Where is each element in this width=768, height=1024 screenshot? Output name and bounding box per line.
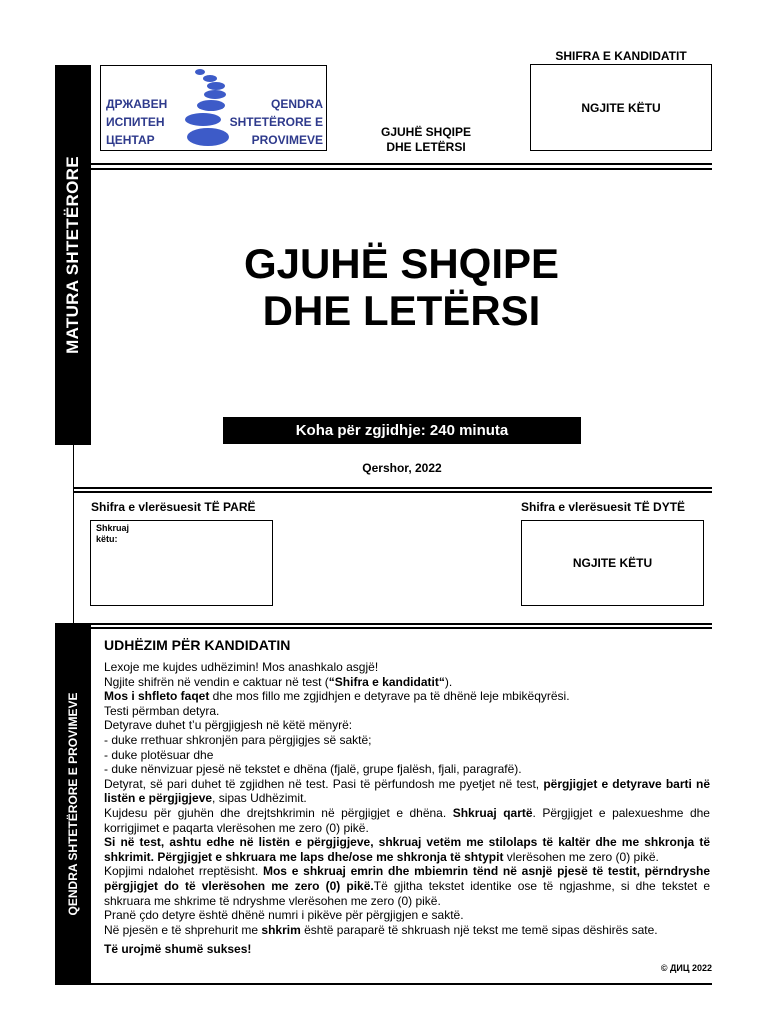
logo-dot [185, 113, 221, 126]
header-rule [91, 168, 712, 170]
instruction-line: - duke plotësuar dhe [104, 747, 214, 762]
second-box-text: NGJITE KËTU [572, 556, 653, 570]
time-bar: Koha për zgjidhje: 240 minuta [223, 417, 581, 444]
instruction-line: Testi përmban detyra. [104, 703, 220, 718]
instruction-line: Detyrat, së pari duhet të zgjidhen në test. Pasi të përfundosh me pyetjet në test, përgjigjet e detyrave barti në listën e përgjigjeve, sipas Udhëzimit. [104, 776, 711, 806]
logo-right-line: PROVIMEVE [251, 133, 323, 147]
logo-dot [187, 128, 229, 146]
instruction-line: - duke nënvizuar pjesë në tekstet e dhëna (fjalë, grupe fjalësh, fjali, paragrafë). [104, 762, 522, 777]
first-evaluator-box[interactable] [90, 520, 273, 606]
header-subject [346, 125, 506, 155]
main-title [91, 240, 712, 334]
second-evaluator-box[interactable] [521, 520, 704, 606]
instruction-line: Mos i shfleto faqet dhe mos fillo me zgjidhjen e detyrave pa të dhënë leje mbikëqyrësi. [104, 689, 570, 704]
logo-dot [197, 100, 225, 111]
sidebar-matura [55, 65, 91, 445]
candidate-code-box[interactable] [530, 64, 712, 151]
candidate-box-text: NGJITE KËTU [581, 100, 661, 115]
instruction-line: Si në test, ashtu edhe në listën e përgjigjeve, shkruaj vetëm me stilolaps të kaltër dhe me shkronja të shkrimit. Përgjigjet e shkruara me laps dhe/ose me shkronja të shtypit vlerësohen me zero (0) pikë. [104, 835, 710, 864]
closing-wish: Të urojmë shumë sukses! [104, 942, 252, 957]
first-evaluator-label: Shifra e vlerësuesit TË PARË [91, 500, 256, 514]
logo-dot [195, 69, 205, 75]
instruction-line: Ngjite shifrën në vendin e caktuar në test (“Shifra e kandidatit“). [104, 674, 453, 689]
instructions-body [104, 660, 710, 957]
logo-dot [207, 82, 225, 90]
instruction-line: - duke rrethuar shkronjën para përgjigjes së saktë; [104, 732, 372, 747]
instructions-rule [91, 623, 712, 625]
first-box-prompt: këtu: [96, 534, 118, 544]
left-divider-line [73, 445, 74, 623]
logo-left-line: ИСПИТЕН [106, 115, 165, 129]
logo-left-line: ДРЖАВЕН [106, 97, 168, 111]
logo [100, 65, 327, 151]
evaluators-rule [73, 491, 712, 493]
header-rule [91, 163, 712, 165]
instructions-heading: UDHËZIM PËR KANDIDATIN [104, 637, 291, 653]
logo-right-line: SHTETËRORE E [229, 115, 323, 129]
instruction-line: Kujdesu për gjuhën dhe drejtshkrimin në përgjigjet e dhëna. Shkruaj qartë. Përgjigjet e palexueshme dhe korrigjimet e paqarta vlerësohen me zero (0) pikë. [104, 805, 710, 835]
instruction-line: Kopjimi ndalohet rreptësisht. Mos e shkruaj emrin dhe mbiemrin tënd në asnjë pjesë të testit, përndryshe përgjigjet do të vlerësohen me zero (0) pikë.Të gjitha tekstet identike ose të ngjashme, si dhe tekstet e shkruara me shkrime të ndryshme vlerësohen me zero (0) pikë. [104, 864, 711, 908]
sidebar-qendra-label: QENDRA SHTETËRORE E PROVIMEVE [66, 692, 80, 916]
logo-left-line: ЦЕНТАР [106, 133, 155, 147]
main-title-line: DHE LETËRSI [262, 287, 541, 334]
candidate-code-label: SHIFRA E KANDIDATIT [555, 49, 687, 63]
main-title-line: GJUHË SHQIPE [243, 240, 560, 287]
first-box-prompt: Shkruaj [96, 523, 130, 533]
exam-date: Qershor, 2022 [362, 461, 442, 475]
second-evaluator-label: Shifra e vlerësuesit TË DYTË [521, 500, 686, 514]
header-subject-line: DHE LETËRSI [386, 140, 466, 154]
copyright: © ДИЦ 2022 [660, 963, 712, 973]
header-subject-line: GJUHË SHQIPE [380, 125, 472, 139]
instruction-line: Pranë çdo detyre është dhënë numri i pikëve për përgjigjen e saktë. [104, 908, 464, 923]
bottom-rule [91, 983, 712, 985]
instructions-rule [91, 627, 712, 629]
sidebar-matura-label: MATURA SHTETËRORE [63, 156, 82, 354]
instruction-line: Detyrave duhet t’u përgjigjesh në këtë mënyrë: [104, 718, 353, 733]
evaluators-rule [73, 487, 712, 489]
instruction-line: Në pjesën e të shprehurit me shkrim është paraparë të shkruash një tekst me temë sipas dëshirës sate. [104, 922, 658, 937]
logo-right-line: QENDRA [270, 97, 323, 111]
instruction-line: Lexoje me kujdes udhëzimin! Mos anashkalo asgjë! [104, 660, 379, 674]
logo-dot [203, 75, 217, 82]
sidebar-qendra [55, 623, 91, 985]
logo-dot [204, 90, 226, 99]
